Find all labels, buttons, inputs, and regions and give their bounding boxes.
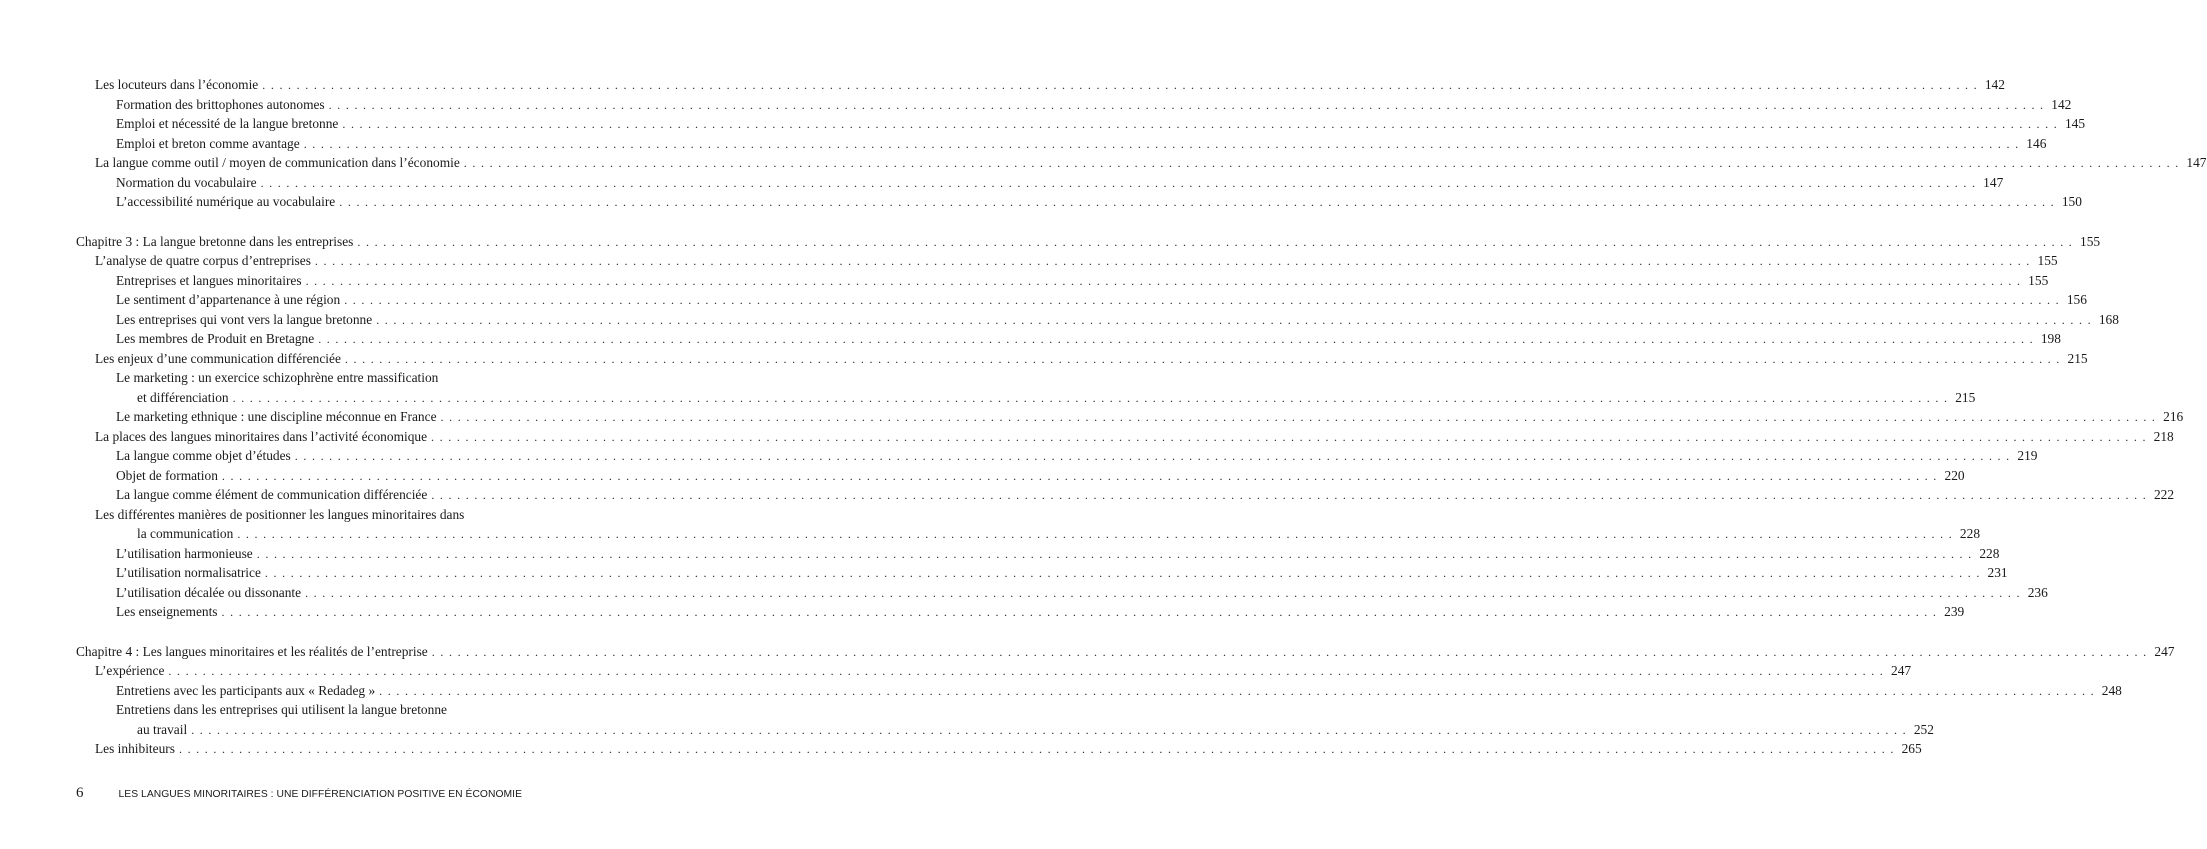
toc-entry-title: Les entreprises qui vont vers la langue bretonne <box>116 311 373 327</box>
toc-entry <box>95 741 1922 761</box>
toc-entry <box>116 565 2008 585</box>
toc-entry-page: 150 <box>2061 194 2082 209</box>
toc-entry-title: Le marketing : un exercice schizophrène entre massification <box>116 370 439 385</box>
toc-entry <box>116 409 2184 429</box>
toc-entry <box>116 194 2082 214</box>
toc-entry-title: Emploi et breton comme avantage <box>116 135 300 151</box>
toc-dot-leader: . . . . . . . . . . . . . . . . . . . . . . . . . . . . . . . . . . . . . . . . . . . . . . . . . . . . . . . . . . . . . . . . . . . . . . . . . . . . . . . . . . . . . . . . . . . . . . . . . . . . . . . . . . . . . . . . . . . . . . . . . . . . . . . . . . . . . . . . . . . . . . . . . . . . . . . . . . . . . . . . . . . . . . . . . . . . . . . . . . . . . . . . . . . . . . . . . . . . . . . . <box>305 273 2022 288</box>
toc-dot-leader: . . . . . . . . . . . . . . . . . . . . . . . . . . . . . . . . . . . . . . . . . . . . . . . . . . . . . . . . . . . . . . . . . . . . . . . . . . . . . . . . . . . . . . . . . . . . . . . . . . . . . . . . . . . . . . . . . . . . . . . . . . . . . . . . . . . . . . . . . . . . . . . . . . . . . . . . . . . . . . . . . . . . . . . . . . . . . . . . . . . . . . . . . . . . . . . . . . . . . . . . <box>342 117 2059 131</box>
toc-entry <box>116 96 2072 117</box>
toc-entry-page: 247 <box>1891 663 1912 678</box>
toc-dot-leader: . . . . . . . . . . . . . . . . . . . . . . . . . . . . . . . . . . . . . . . . . . . . . . . . . . . . . . . . . . . . . . . . . . . . . . . . . . . . . . . . . . . . . . . . . . . . . . . . . . . . . . . . . . . . . . . . . . . . . . . . . . . . . . . . . . . . . . . . . . . . . . . . . . . . . . . . . . . . . . . . . . . . . . . . . . . . . . . . . . . . . . . . . . . . . . . . . . . . . . . . <box>303 136 2020 151</box>
toc-dot-leader: . . . . . . . . . . . . . . . . . . . . . . . . . . . . . . . . . . . . . . . . . . . . . . . . . . . . . . . . . . . . . . . . . . . . . . . . . . . . . . . . . . . . . . . . . . . . . . . . . . . . . . . . . . . . . . . . . . . . . . . . . . . . . . . . . . . . . . . . . . . . . . . . . . . . . . . . . . . . . . . . . . . . . . . . . . . . . . . . . . . . . . . . . . . . . . . . . . . . . . . . <box>440 410 2157 424</box>
toc-dot-leader: . . . . . . . . . . . . . . . . . . . . . . . . . . . . . . . . . . . . . . . . . . . . . . . . . . . . . . . . . . . . . . . . . . . . . . . . . . . . . . . . . . . . . . . . . . . . . . . . . . . . . . . . . . . . . . . . . . . . . . . . . . . . . . . . . . . . . . . . . . . . . . . . . . . . . . . . . . . . . . . . . . . . . . . . . . . . . . . . . . . . . . . . . . . . . . . . . . . . . . . . <box>344 351 2061 366</box>
toc-entry <box>116 292 2087 312</box>
toc-entry <box>116 467 1965 488</box>
toc-entry <box>116 487 2175 507</box>
toc-entry <box>137 721 1934 742</box>
toc-entry-page: 265 <box>1901 741 1922 756</box>
toc-entry-title: L’analyse de quatre corpus d’entreprises <box>95 253 311 268</box>
page-footer <box>76 785 522 802</box>
toc-dot-leader: . . . . . . . . . . . . . . . . . . . . . . . . . . . . . . . . . . . . . . . . . . . . . . . . . . . . . . . . . . . . . . . . . . . . . . . . . . . . . . . . . . . . . . . . . . . . . . . . . . . . . . . . . . . . . . . . . . . . . . . . . . . . . . . . . . . . . . . . . . . . . . . . . . . . . . . . . . . . . . . . . . . . . . . . . . . . . . . . . . . . . . . . . . . . . . . . . . . . . . . . <box>379 683 2095 698</box>
toc-entry-page: 147 <box>2186 155 2207 170</box>
toc-entry-page: 216 <box>2163 409 2184 424</box>
toc-entry <box>95 428 2174 449</box>
toc-entry-page: 218 <box>2153 428 2174 444</box>
toc-entry-title: L’utilisation normalisatrice <box>116 565 261 580</box>
toc-entry-title: Entretiens avec les participants aux « Redadeg » <box>116 682 376 698</box>
toc-entry-title: Formation des brittophones autonomes <box>116 96 325 112</box>
toc-entry-title: La langue comme élément de communication différenciée <box>116 487 428 502</box>
toc-entry <box>95 663 1912 683</box>
toc-entry-title: Entretiens dans les entreprises qui utilisent la langue bretonne <box>116 702 447 717</box>
toc-dot-leader: . . . . . . . . . . . . . . . . . . . . . . . . . . . . . . . . . . . . . . . . . . . . . . . . . . . . . . . . . . . . . . . . . . . . . . . . . . . . . . . . . . . . . . . . . . . . . . . . . . . . . . . . . . . . . . . . . . . . . . . . . . . . . . . . . . . . . . . . . . . . . . . . . . . . . . . . . . . . . . . . . . . . . . . . . . . . . . . . . . . . . . . . . . . . . . . . . . . . . . . . <box>463 156 2180 170</box>
toc-entry-title: Le marketing ethnique : une discipline méconnue en France <box>116 409 437 424</box>
toc-entry-page: 155 <box>2080 233 2101 249</box>
toc-entry <box>116 311 2119 332</box>
toc-entry-page: 228 <box>1979 545 2000 561</box>
toc-entry <box>116 116 2086 136</box>
toc-entry-title: Chapitre 3 : La langue bretonne dans les entreprises <box>76 233 354 249</box>
toc-dot-leader: . . . . . . . . . . . . . . . . . . . . . . . . . . . . . . . . . . . . . . . . . . . . . . . . . . . . . . . . . . . . . . . . . . . . . . . . . . . . . . . . . . . . . . . . . . . . . . . . . . . . . . . . . . . . . . . . . . . . . . . . . . . . . . . . . . . . . . . . . . . . . . . . . . . . . . . . . . . . . . . . . . . . . . . . . . . . . . . . . . . . . . . . . . . . . . . . . . . . . . . . <box>264 566 1981 580</box>
toc-dot-leader: . . . . . . . . . . . . . . . . . . . . . . . . . . . . . . . . . . . . . . . . . . . . . . . . . . . . . . . . . . . . . . . . . . . . . . . . . . . . . . . . . . . . . . . . . . . . . . . . . . . . . . . . . . . . . . . . . . . . . . . . . . . . . . . . . . . . . . . . . . . . . . . . . . . . . . . . . . . . . . . . . . . . . . . . . . . . . . . . . . . . . . . . . . . . . . . . . . . . . . . . <box>318 332 2034 346</box>
toc-entry-page: 219 <box>2017 448 2038 463</box>
toc-dot-leader: . . . . . . . . . . . . . . . . . . . . . . . . . . . . . . . . . . . . . . . . . . . . . . . . . . . . . . . . . . . . . . . . . . . . . . . . . . . . . . . . . . . . . . . . . . . . . . . . . . . . . . . . . . . . . . . . . . . . . . . . . . . . . . . . . . . . . . . . . . . . . . . . . . . . . . . . . . . . . . . . . . . . . . . . . . . . . . . . . . . . . . . . . . . . . . . . . . . . . . . . <box>191 722 1907 737</box>
toc-dot-leader: . . . . . . . . . . . . . . . . . . . . . . . . . . . . . . . . . . . . . . . . . . . . . . . . . . . . . . . . . . . . . . . . . . . . . . . . . . . . . . . . . . . . . . . . . . . . . . . . . . . . . . . . . . . . . . . . . . . . . . . . . . . . . . . . . . . . . . . . . . . . . . . . . . . . . . . . . . . . . . . . . . . . . . . . . . . . . . . . . . . . . . . . . . . . . . . . . . . . . . . . <box>168 664 1885 678</box>
toc-dot-leader: . . . . . . . . . . . . . . . . . . . . . . . . . . . . . . . . . . . . . . . . . . . . . . . . . . . . . . . . . . . . . . . . . . . . . . . . . . . . . . . . . . . . . . . . . . . . . . . . . . . . . . . . . . . . . . . . . . . . . . . . . . . . . . . . . . . . . . . . . . . . . . . . . . . . . . . . . . . . . . . . . . . . . . . . . . . . . . . . . . . . . . . . . . . . . . . . . . . . . . . . <box>237 527 1954 541</box>
toc-entry-page: 146 <box>2026 135 2047 151</box>
toc-entry-page: 252 <box>1913 721 1934 737</box>
toc-entry <box>95 350 2088 371</box>
toc-entry-title: Les inhibiteurs <box>95 741 175 756</box>
toc-entry-page: 142 <box>1984 77 2005 92</box>
toc-dot-leader: . . . . . . . . . . . . . . . . . . . . . . . . . . . . . . . . . . . . . . . . . . . . . . . . . . . . . . . . . . . . . . . . . . . . . . . . . . . . . . . . . . . . . . . . . . . . . . . . . . . . . . . . . . . . . . . . . . . . . . . . . . . . . . . . . . . . . . . . . . . . . . . . . . . . . . . . . . . . . . . . . . . . . . . . . . . . . . . . . . . . . . . . . . . . . . . . . . . . . . . . <box>262 78 1978 92</box>
toc-entry-title: Normation du vocabulaire <box>116 174 257 190</box>
toc-dot-leader: . . . . . . . . . . . . . . . . . . . . . . . . . . . . . . . . . . . . . . . . . . . . . . . . . . . . . . . . . . . . . . . . . . . . . . . . . . . . . . . . . . . . . . . . . . . . . . . . . . . . . . . . . . . . . . . . . . . . . . . . . . . . . . . . . . . . . . . . . . . . . . . . . . . . . . . . . . . . . . . . . . . . . . . . . . . . . . . . . . . . . . . . . . . . . . . . . . . . . . . . <box>431 488 2148 502</box>
toc-entry-title: la communication <box>137 526 234 541</box>
toc-entry-title: Entreprises et langues minoritaires <box>116 272 302 288</box>
toc-dot-leader: . . . . . . . . . . . . . . . . . . . . . . . . . . . . . . . . . . . . . . . . . . . . . . . . . . . . . . . . . . . . . . . . . . . . . . . . . . . . . . . . . . . . . . . . . . . . . . . . . . . . . . . . . . . . . . . . . . . . . . . . . . . . . . . . . . . . . . . . . . . . . . . . . . . . . . . . . . . . . . . . . . . . . . . . . . . . . . . . . . . . . . . . . . . . . . . . . . . . . . . . <box>344 293 2060 307</box>
toc-entry-title: Les différentes manières de positionner les langues minoritaires dans <box>95 506 465 522</box>
toc-entry-page: 215 <box>2067 350 2088 366</box>
toc-entry <box>76 643 2175 664</box>
toc-entry <box>95 507 522 527</box>
toc-dot-leader: . . . . . . . . . . . . . . . . . . . . . . . . . . . . . . . . . . . . . . . . . . . . . . . . . . . . . . . . . . . . . . . . . . . . . . . . . . . . . . . . . . . . . . . . . . . . . . . . . . . . . . . . . . . . . . . . . . . . . . . . . . . . . . . . . . . . . . . . . . . . . . . . . . . . . . . . . . . . . . . . . . . . . . . . . . . . . . . . . . . . . . . . . . . . . . . . . . . . . . . . <box>376 312 2092 327</box>
toc-entry-page: 215 <box>1955 389 1976 405</box>
toc-entry-title: Emploi et nécessité de la langue bretonne <box>116 116 339 131</box>
toc-entry-title: La places des langues minoritaires dans l’activité économique <box>95 428 428 444</box>
toc-entry-page: 142 <box>2051 96 2072 112</box>
toc-entry <box>116 604 1965 624</box>
toc-entry-title: au travail <box>137 721 188 737</box>
page-number: 6 <box>76 785 84 801</box>
toc-entry-title: Le sentiment d’appartenance à une région <box>116 292 341 307</box>
toc-dot-leader: . . . . . . . . . . . . . . . . . . . . . . . . . . . . . . . . . . . . . . . . . . . . . . . . . . . . . . . . . . . . . . . . . . . . . . . . . . . . . . . . . . . . . . . . . . . . . . . . . . . . . . . . . . . . . . . . . . . . . . . . . . . . . . . . . . . . . . . . . . . . . . . . . . . . . . . . . . . . . . . . . . . . . . . . . . . . . . . . . . . . . . . . . . . . . . . . . . . . . . . . <box>294 449 2011 463</box>
toc-entry-page: 198 <box>2040 331 2061 346</box>
toc-entry-title: La langue comme objet d’études <box>116 448 291 463</box>
toc-entry-page: 222 <box>2153 487 2175 502</box>
toc-entry <box>116 545 2000 566</box>
toc-dot-leader: . . . . . . . . . . . . . . . . . . . . . . . . . . . . . . . . . . . . . . . . . . . . . . . . . . . . . . . . . . . . . . . . . . . . . . . . . . . . . . . . . . . . . . . . . . . . . . . . . . . . . . . . . . . . . . . . . . . . . . . . . . . . . . . . . . . . . . . . . . . . . . . . . . . . . . . . . . . . . . . . . . . . . . . . . . . . . . . . . . . . . . . . . . . . . . . . . . . . . . . . <box>314 254 2031 268</box>
toc-dot-leader: . . . . . . . . . . . . . . . . . . . . . . . . . . . . . . . . . . . . . . . . . . . . . . . . . . . . . . . . . . . . . . . . . . . . . . . . . . . . . . . . . . . . . . . . . . . . . . . . . . . . . . . . . . . . . . . . . . . . . . . . . . . . . . . . . . . . . . . . . . . . . . . . . . . . . . . . . . . . . . . . . . . . . . . . . . . . . . . . . . . . . . . . . . . . . . . . . . . . . . . . <box>357 234 2074 249</box>
toc-entry <box>76 233 2101 254</box>
toc-entry-title: Objet de formation <box>116 467 218 483</box>
toc-entry-title: L’utilisation harmonieuse <box>116 545 253 561</box>
toc-dot-leader: . . . . . . . . . . . . . . . . . . . . . . . . . . . . . . . . . . . . . . . . . . . . . . . . . . . . . . . . . . . . . . . . . . . . . . . . . . . . . . . . . . . . . . . . . . . . . . . . . . . . . . . . . . . . . . . . . . . . . . . . . . . . . . . . . . . . . . . . . . . . . . . . . . . . . . . . . . . . . . . . . . . . . . . . . . . . . . . . . . . . . . . . . . . . . . . . . . . . . . . . <box>256 546 1973 561</box>
toc-entry <box>116 584 2048 605</box>
toc-dot-leader: . . . . . . . . . . . . . . . . . . . . . . . . . . . . . . . . . . . . . . . . . . . . . . . . . . . . . . . . . . . . . . . . . . . . . . . . . . . . . . . . . . . . . . . . . . . . . . . . . . . . . . . . . . . . . . . . . . . . . . . . . . . . . . . . . . . . . . . . . . . . . . . . . . . . . . . . . . . . . . . . . . . . . . . . . . . . . . . . . . . . . . . . . . . . . . . . . . . . . . . . <box>431 644 2148 659</box>
toc-entry <box>116 135 2047 156</box>
toc-entry-page: 239 <box>1944 604 1965 619</box>
toc-entry-title: et différenciation <box>137 389 229 405</box>
toc-entry-title: La langue comme outil / moyen de communication dans l’économie <box>95 155 460 170</box>
toc-entry-page: 236 <box>2027 584 2048 600</box>
toc-entry-title: Les locuteurs dans l’économie <box>95 77 259 92</box>
toc-entry <box>116 370 522 390</box>
toc-entry-title: Les enjeux d’une communication différenciée <box>95 350 341 366</box>
toc-entry-page: 156 <box>2066 292 2087 307</box>
toc-dot-leader: . . . . . . . . . . . . . . . . . . . . . . . . . . . . . . . . . . . . . . . . . . . . . . . . . . . . . . . . . . . . . . . . . . . . . . . . . . . . . . . . . . . . . . . . . . . . . . . . . . . . . . . . . . . . . . . . . . . . . . . . . . . . . . . . . . . . . . . . . . . . . . . . . . . . . . . . . . . . . . . . . . . . . . . . . . . . . . . . . . . . . . . . . . . . . . . . . . . . . . . . <box>221 605 1938 619</box>
toc-dot-leader: . . . . . . . . . . . . . . . . . . . . . . . . . . . . . . . . . . . . . . . . . . . . . . . . . . . . . . . . . . . . . . . . . . . . . . . . . . . . . . . . . . . . . . . . . . . . . . . . . . . . . . . . . . . . . . . . . . . . . . . . . . . . . . . . . . . . . . . . . . . . . . . . . . . . . . . . . . . . . . . . . . . . . . . . . . . . . . . . . . . . . . . . . . . . . . . . . . . . . . . . <box>431 429 2147 444</box>
toc-entry-page: 248 <box>2101 682 2122 698</box>
toc-dot-leader: . . . . . . . . . . . . . . . . . . . . . . . . . . . . . . . . . . . . . . . . . . . . . . . . . . . . . . . . . . . . . . . . . . . . . . . . . . . . . . . . . . . . . . . . . . . . . . . . . . . . . . . . . . . . . . . . . . . . . . . . . . . . . . . . . . . . . . . . . . . . . . . . . . . . . . . . . . . . . . . . . . . . . . . . . . . . . . . . . . . . . . . . . . . . . . . . . . . . . . . . <box>328 97 2045 112</box>
toc-entry-title: Les enseignements <box>116 604 218 619</box>
toc-entry-title: L’accessibilité numérique au vocabulaire <box>116 194 336 209</box>
toc-entry <box>116 272 2049 293</box>
toc-entry <box>137 526 1981 546</box>
toc-entry-page: 247 <box>2154 643 2175 659</box>
toc-entry-title: Chapitre 4 : Les langues minoritaires et les réalités de l’entreprise <box>76 643 428 659</box>
toc-entry <box>116 174 2004 195</box>
toc-entry-page: 147 <box>1983 174 2004 190</box>
toc-entry <box>116 448 2038 468</box>
toc-entry-page: 155 <box>2028 272 2049 288</box>
toc-dot-leader: . . . . . . . . . . . . . . . . . . . . . . . . . . . . . . . . . . . . . . . . . . . . . . . . . . . . . . . . . . . . . . . . . . . . . . . . . . . . . . . . . . . . . . . . . . . . . . . . . . . . . . . . . . . . . . . . . . . . . . . . . . . . . . . . . . . . . . . . . . . . . . . . . . . . . . . . . . . . . . . . . . . . . . . . . . . . . . . . . . . . . . . . . . . . . . . . . . . . . . . . <box>339 195 2055 209</box>
toc-dot-leader: . . . . . . . . . . . . . . . . . . . . . . . . . . . . . . . . . . . . . . . . . . . . . . . . . . . . . . . . . . . . . . . . . . . . . . . . . . . . . . . . . . . . . . . . . . . . . . . . . . . . . . . . . . . . . . . . . . . . . . . . . . . . . . . . . . . . . . . . . . . . . . . . . . . . . . . . . . . . . . . . . . . . . . . . . . . . . . . . . . . . . . . . . . . . . . . . . . . . . . . . <box>178 742 1895 756</box>
toc-entry <box>116 702 522 722</box>
toc-entry-page: 231 <box>1987 565 2008 580</box>
toc-dot-leader: . . . . . . . . . . . . . . . . . . . . . . . . . . . . . . . . . . . . . . . . . . . . . . . . . . . . . . . . . . . . . . . . . . . . . . . . . . . . . . . . . . . . . . . . . . . . . . . . . . . . . . . . . . . . . . . . . . . . . . . . . . . . . . . . . . . . . . . . . . . . . . . . . . . . . . . . . . . . . . . . . . . . . . . . . . . . . . . . . . . . . . . . . . . . . . . . . . . . . . . . <box>232 390 1949 405</box>
running-title: LES LANGUES MINORITAIRES : UNE DIFFÉRENCIATION POSITIVE EN ÉCONOMIE <box>118 789 522 800</box>
toc-entry <box>116 331 2061 351</box>
toc-entry <box>95 253 2058 273</box>
toc-entry-page: 168 <box>2098 311 2119 327</box>
toc-entry <box>137 389 1976 410</box>
toc-entry <box>95 155 2207 175</box>
toc-dot-leader: . . . . . . . . . . . . . . . . . . . . . . . . . . . . . . . . . . . . . . . . . . . . . . . . . . . . . . . . . . . . . . . . . . . . . . . . . . . . . . . . . . . . . . . . . . . . . . . . . . . . . . . . . . . . . . . . . . . . . . . . . . . . . . . . . . . . . . . . . . . . . . . . . . . . . . . . . . . . . . . . . . . . . . . . . . . . . . . . . . . . . . . . . . . . . . . . . . . . . . . . <box>305 585 2021 600</box>
toc-entry-page: 145 <box>2064 116 2086 131</box>
toc-entry-page: 220 <box>1944 467 1965 483</box>
toc-entry-title: Les membres de Produit en Bretagne <box>116 331 315 346</box>
toc-dot-leader: . . . . . . . . . . . . . . . . . . . . . . . . . . . . . . . . . . . . . . . . . . . . . . . . . . . . . . . . . . . . . . . . . . . . . . . . . . . . . . . . . . . . . . . . . . . . . . . . . . . . . . . . . . . . . . . . . . . . . . . . . . . . . . . . . . . . . . . . . . . . . . . . . . . . . . . . . . . . . . . . . . . . . . . . . . . . . . . . . . . . . . . . . . . . . . . . . . . . . . . . <box>260 175 1977 190</box>
toc-dot-leader: . . . . . . . . . . . . . . . . . . . . . . . . . . . . . . . . . . . . . . . . . . . . . . . . . . . . . . . . . . . . . . . . . . . . . . . . . . . . . . . . . . . . . . . . . . . . . . . . . . . . . . . . . . . . . . . . . . . . . . . . . . . . . . . . . . . . . . . . . . . . . . . . . . . . . . . . . . . . . . . . . . . . . . . . . . . . . . . . . . . . . . . . . . . . . . . . . . . . . . . . <box>221 468 1938 483</box>
toc-entry <box>95 77 2005 97</box>
toc-entry-page: 228 <box>1959 526 1981 541</box>
toc-entry-title: L’utilisation décalée ou dissonante <box>116 584 302 600</box>
toc-entry-page: 155 <box>2037 253 2058 268</box>
toc-entry-title: L’expérience <box>95 663 165 678</box>
toc-entry <box>116 682 2122 703</box>
